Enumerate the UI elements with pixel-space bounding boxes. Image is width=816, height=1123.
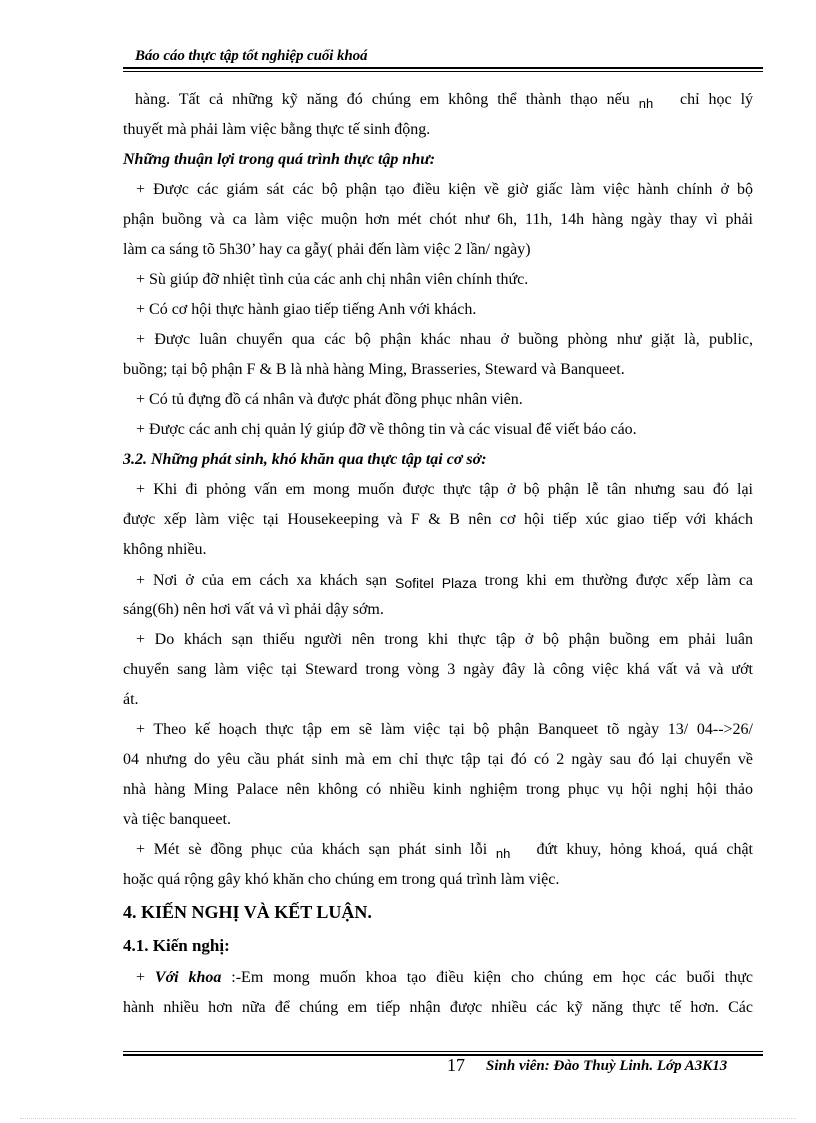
paragraph-line: át.: [123, 691, 139, 708]
list-item: + Khi đi phỏng vấn em mong muốn được thực tập ở bộ phận lễ tân nhưng sau đó lại: [136, 481, 753, 498]
section-heading-4: 4. KIẾN NGHỊ VÀ KẾT LUẬN.: [123, 902, 372, 922]
section-heading-4-1: 4.1. Kiến nghị:: [123, 936, 230, 955]
list-item: + Nơi ở của em cách xa khách sạn Sofitel Plaza trong khi em thường được xếp làm ca: [136, 572, 754, 591]
section-heading-3-2: 3.2. Những phát sinh, khó khăn qua thực tập tại cơ sở:: [123, 451, 487, 468]
section-heading-advantages: Những thuận lợi trong quá trình thực tập như:: [123, 151, 436, 168]
list-item: + Có cơ hội thực hành giao tiếp tiếng Anh với khách.: [136, 301, 477, 318]
body-text: [123, 85, 753, 1023]
list-item: + Với khoa :-Em mong muốn khoa tạo điều kiện cho chúng em học các buổi thực: [136, 969, 754, 986]
header-title: Báo cáo thực tập tốt nghiệp cuối khoá: [135, 48, 368, 64]
brand-sofitel-plaza: Sofitel Plaza: [394, 575, 477, 591]
footer-rule-thin: [123, 1051, 763, 1052]
paragraph-line: 04 nhưng do yêu cầu phát sinh mà em chỉ thực tập tại đó có 2 ngày sau đó lại chuyển về: [123, 751, 753, 768]
list-item: + Sù giúp đỡ nhiệt tình của các anh chị nhân viên chính thức.: [136, 271, 529, 288]
footer-student-info: Sinh viên: Đào Thuỳ Linh. Lớp A3K13: [486, 1058, 728, 1074]
list-item: + Được các giám sát các bộ phận tạo điều kiện về giờ giấc làm việc hành chính ở bộ: [136, 181, 753, 198]
list-item: + Mét sè đồng phục của khách sạn phát sinh lỗi $_{nh}$ đứt khuy, hỏng khoá, quá chật: [136, 841, 754, 861]
footer-rule: [123, 1054, 763, 1056]
paragraph-line: phận buồng và ca làm việc muộn hơn mét chót như 6h, 11h, 14h hàng ngày thay vì phải: [123, 211, 753, 228]
list-item: + Theo kế hoạch thực tập em sẽ làm việc tại bộ phận Banqueet tõ ngày 13/ 04-->26/: [136, 721, 753, 738]
paragraph-line: hàng. Tất cả những kỹ năng đó chúng em không thể thành thạo nếu $_{nh}$ chỉ học lý: [135, 91, 754, 111]
paragraph-line: buồng; tại bộ phận F & B là nhà hàng Ming, Brasseries, Steward và Banqueet.: [123, 361, 625, 378]
list-item: + Được luân chuyển qua các bộ phận khác nhau ở buồng phòng như giặt là, public,: [136, 331, 753, 348]
paragraph-line: nhà hàng Ming Palace nên không có nhiều kinh nghiệm trong phục vụ hội nghị hội thảo: [123, 781, 753, 798]
list-item: + Được các anh chị quản lý giúp đỡ về thông tin và các visual để viết báo cáo.: [136, 421, 637, 438]
paragraph-line: không nhiều.: [123, 541, 207, 558]
paragraph-line: hành nhiều hơn nữa để chúng em tiếp nhận được nhiều các kỹ năng thực tế hơn. Các: [123, 999, 753, 1016]
subscript-nh: nh: [638, 96, 654, 111]
paragraph-line: và tiệc banqueet.: [123, 811, 231, 828]
emphasis-voi-khoa: Với khoa: [154, 969, 222, 986]
list-item: + Có tủ đựng đồ cá nhân và được phát đồng phục nhân viên.: [136, 391, 523, 408]
list-item: + Do khách sạn thiếu người nên trong khi thực tập ở bộ phận buồng em phải luân: [136, 631, 753, 648]
paragraph-line: được xếp làm việc tại Housekeeping và F & B nên cơ hội tiếp xúc giao tiếp với khách: [123, 511, 753, 528]
page-edge-dotted-line: [20, 1118, 796, 1119]
subscript-nh: nh: [495, 846, 511, 861]
paragraph-line: sáng(6h) nên hơi vất vả vì phải dậy sớm.: [123, 601, 384, 618]
paragraph-line: chuyển sang làm việc tại Steward trong vòng 3 ngày đây là công việc khá vất vả và ướt: [123, 661, 753, 678]
paragraph-line: làm ca sáng tõ 5h30’ hay ca gẫy( phải đến làm việc 2 lần/ ngày): [123, 241, 531, 258]
page-number: 17: [447, 1055, 465, 1075]
header-rule: [123, 67, 763, 69]
paragraph-line: thuyết mà phải làm việc bằng thực tế sinh động.: [123, 121, 431, 138]
header-rule-thin: [123, 71, 763, 72]
paragraph-line: hoặc quá rộng gây khó khăn cho chúng em trong quá trình làm việc.: [123, 871, 560, 888]
